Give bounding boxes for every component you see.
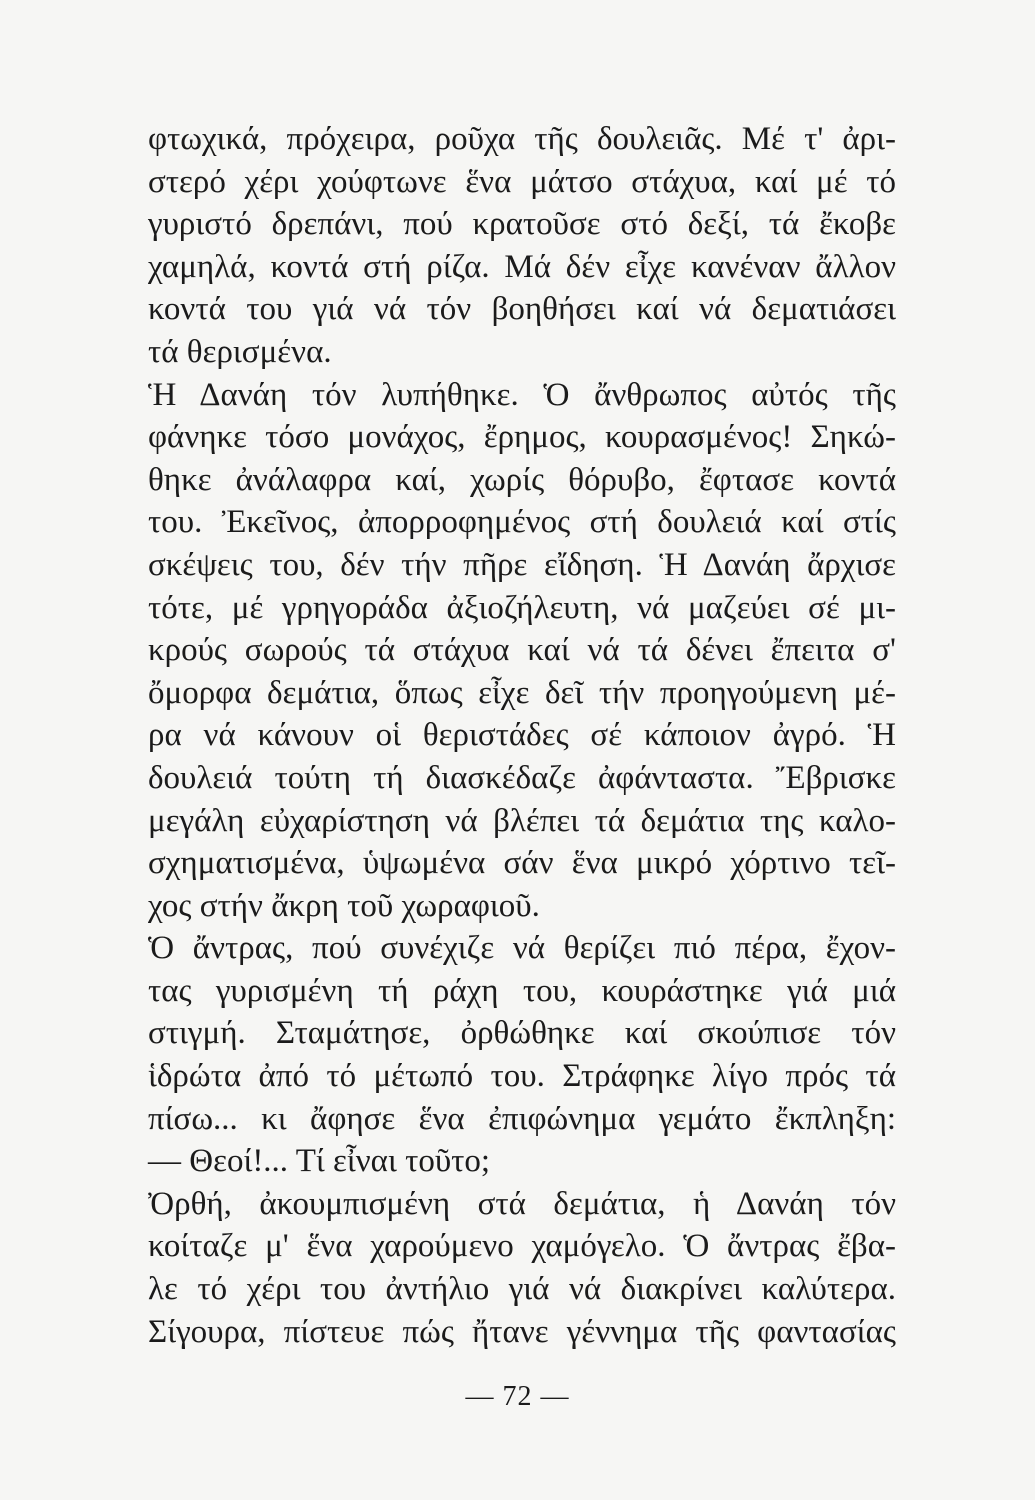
text-line: λε τό χέρι του ἀντήλιο γιά νά διακρίνει καλύτερα. bbox=[148, 1271, 896, 1308]
text-line: στιγμή. Σταμάτησε, ὀρθώθηκε καί σκούπισε τόν bbox=[148, 1015, 896, 1052]
text-line: κοντά του γιά νά τόν βοηθήσει καί νά δεματιάσει bbox=[148, 291, 896, 328]
text-line: κοίταζε μ' ἕνα χαρούμενο χαμόγελο. Ὁ ἄντρας ἔβα- bbox=[148, 1228, 896, 1265]
text-line: τά θερισμένα. bbox=[148, 333, 332, 370]
text-line: σκέψεις του, δέν τήν πῆρε εἴδηση. Ἡ Δανάη ἄρχισε bbox=[148, 546, 896, 583]
text-line: τας γυρισμένη τή ράχη του, κουράστηκε γιά μιά bbox=[148, 972, 896, 1009]
page-number: — 72 — bbox=[465, 1381, 570, 1412]
text-line: ρα νά κάνουν οἱ θεριστάδες σέ κάποιον ἀγρό. Ἡ bbox=[148, 717, 896, 754]
text-line: χαμηλά, κοντά στή ρίζα. Μά δέν εἶχε κανέναν ἄλλον bbox=[148, 248, 896, 285]
text-line: στερό χέρι χούφτωνε ἕνα μάτσο στάχυα, καί μέ τό bbox=[148, 163, 896, 200]
text-line: του. Ἐκεῖνος, ἀπορροφημένος στή δουλειά καί στίς bbox=[148, 504, 896, 541]
body-text bbox=[148, 118, 896, 1353]
text-line: πίσω... κι ἄφησε ἕνα ἐπιφώνημα γεμάτο ἔκπληξη: bbox=[148, 1100, 896, 1137]
text-line: γυριστό δρεπάνι, πού κρατοῦσε στό δεξί, τά ἔκοβε bbox=[148, 206, 896, 243]
text-line: κρούς σωρούς τά στάχυα καί νά τά δένει ἔπειτα σ' bbox=[148, 632, 896, 669]
text-line: θηκε ἀνάλαφρα καί, χωρίς θόρυβο, ἔφτασε κοντά bbox=[148, 461, 896, 498]
text-line: δουλειά τούτη τή διασκέδαζε ἀφάνταστα. Ἔβρισκε bbox=[148, 759, 896, 796]
text-line: ἱδρώτα ἀπό τό μέτωπό του. Στράφηκε λίγο πρός τά bbox=[148, 1058, 896, 1095]
text-line: — Θεοί!... Τί εἶναι τοῦτο; bbox=[148, 1143, 491, 1180]
text-line: Ὁ ἄντρας, πού συνέχιζε νά θερίζει πιό πέρα, ἔχον- bbox=[148, 930, 896, 967]
text-line: τότε, μέ γρηγοράδα ἀξιοζήλευτη, νά μαζεύει σέ μι- bbox=[148, 589, 896, 626]
text-line: Ὀρθή, ἀκουμπισμένη στά δεμάτια, ἡ Δανάη τόν bbox=[148, 1185, 896, 1222]
text-line: μεγάλη εὐχαρίστηση νά βλέπει τά δεμάτια της καλο- bbox=[148, 802, 896, 839]
text-line: φτωχικά, πρόχειρα, ροῦχα τῆς δουλειᾶς. Μέ τ' ἀρι- bbox=[148, 121, 896, 157]
text-line: φάνηκε τόσο μονάχος, ἔρημος, κουρασμένος! Σηκώ- bbox=[148, 419, 896, 456]
text-line: Ἡ Δανάη τόν λυπήθηκε. Ὁ ἄνθρωπος αὐτός τῆς bbox=[148, 376, 896, 413]
text-line: σχηματισμένα, ὑψωμένα σάν ἕνα μικρό χόρτινο τεῖ- bbox=[148, 845, 896, 882]
text-line: Σίγουρα, πίστευε πώς ἤτανε γέννημα τῆς φαντασίας bbox=[148, 1313, 896, 1350]
text-line: χος στήν ἄκρη τοῦ χωραφιοῦ. bbox=[148, 887, 540, 924]
text-line: ὄμορφα δεμάτια, ὅπως εἶχε δεῖ τήν προηγούμενη μέ- bbox=[148, 674, 896, 711]
